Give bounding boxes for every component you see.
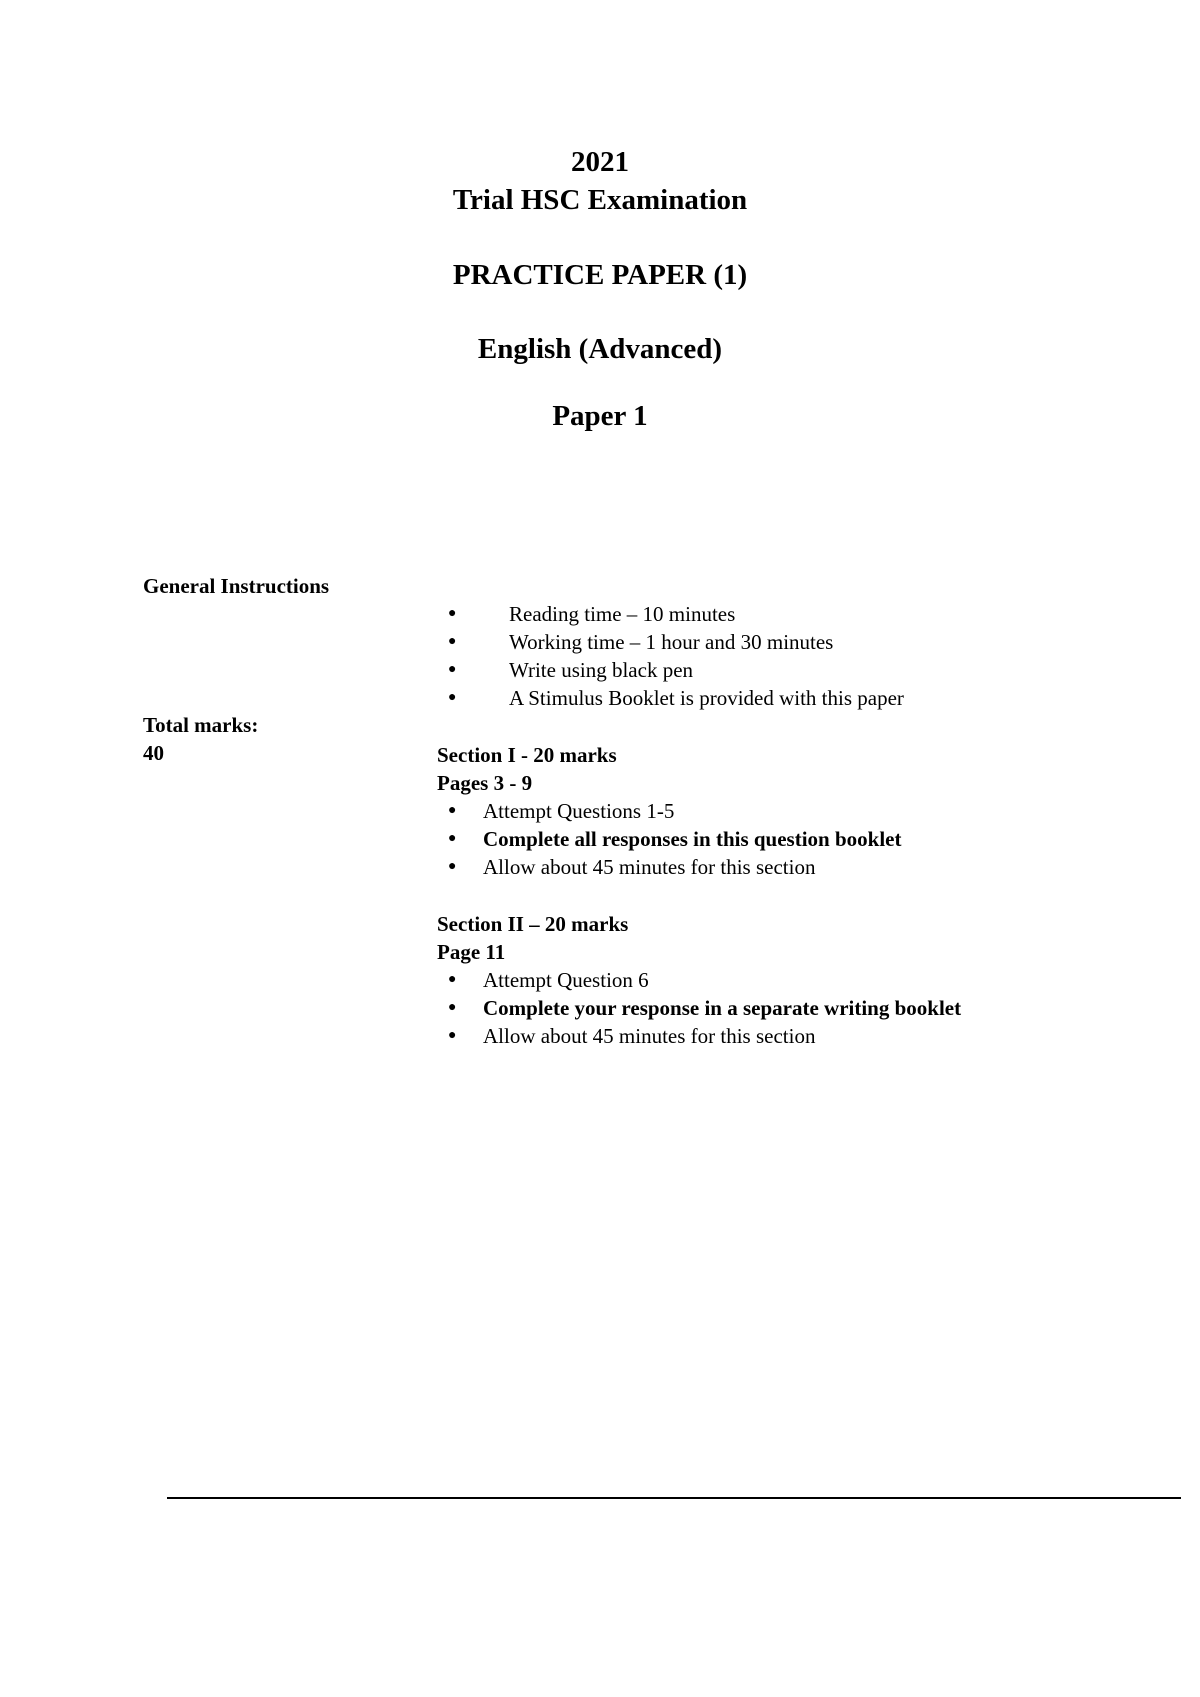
list-item: ● Attempt Questions 1-5 bbox=[448, 799, 675, 823]
bullet-icon: ● bbox=[448, 690, 457, 705]
paper-number: Paper 1 bbox=[552, 400, 648, 432]
section-1-pages: Pages 3 - 9 bbox=[437, 771, 533, 795]
section-1-list bbox=[437, 797, 902, 881]
section-2-block bbox=[437, 910, 962, 1050]
exam-year: 2021 bbox=[571, 146, 629, 178]
subject-title: English (Advanced) bbox=[477, 333, 723, 365]
section-1-heading: Section I - 20 marks bbox=[437, 743, 617, 767]
bullet-icon: ● bbox=[448, 1000, 457, 1015]
bullet-icon: ● bbox=[448, 831, 457, 846]
bullet-icon: ● bbox=[448, 662, 457, 677]
list-item: ● Attempt Question 6 bbox=[448, 968, 649, 992]
section-1-block bbox=[437, 741, 902, 881]
practice-paper-title: PRACTICE PAPER (1) bbox=[452, 259, 748, 291]
list-item: ● Allow about 45 minutes for this section bbox=[448, 1024, 816, 1048]
total-marks-label: Total marks: bbox=[143, 713, 259, 737]
list-item: ● Complete your response in a separate writing booklet bbox=[448, 996, 962, 1020]
list-item: ● Complete all responses in this question booklet bbox=[448, 827, 902, 851]
section-2-list bbox=[437, 966, 962, 1050]
bullet-icon: ● bbox=[448, 1028, 457, 1043]
horizontal-divider bbox=[167, 1497, 1181, 1499]
list-item: ● Allow about 45 minutes for this section bbox=[448, 855, 816, 879]
bullet-icon: ● bbox=[448, 606, 457, 621]
exam-title: Trial HSC Examination bbox=[452, 184, 748, 216]
total-marks-value: 40 bbox=[143, 741, 164, 765]
bullet-icon: ● bbox=[448, 859, 457, 874]
bullet-icon: ● bbox=[448, 634, 457, 649]
section-2-pages: Page 11 bbox=[437, 940, 506, 964]
section-2-heading: Section II – 20 marks bbox=[437, 912, 629, 936]
general-instructions-heading: General Instructions bbox=[143, 574, 330, 598]
bullet-icon: ● bbox=[448, 803, 457, 818]
bullet-icon: ● bbox=[448, 972, 457, 987]
